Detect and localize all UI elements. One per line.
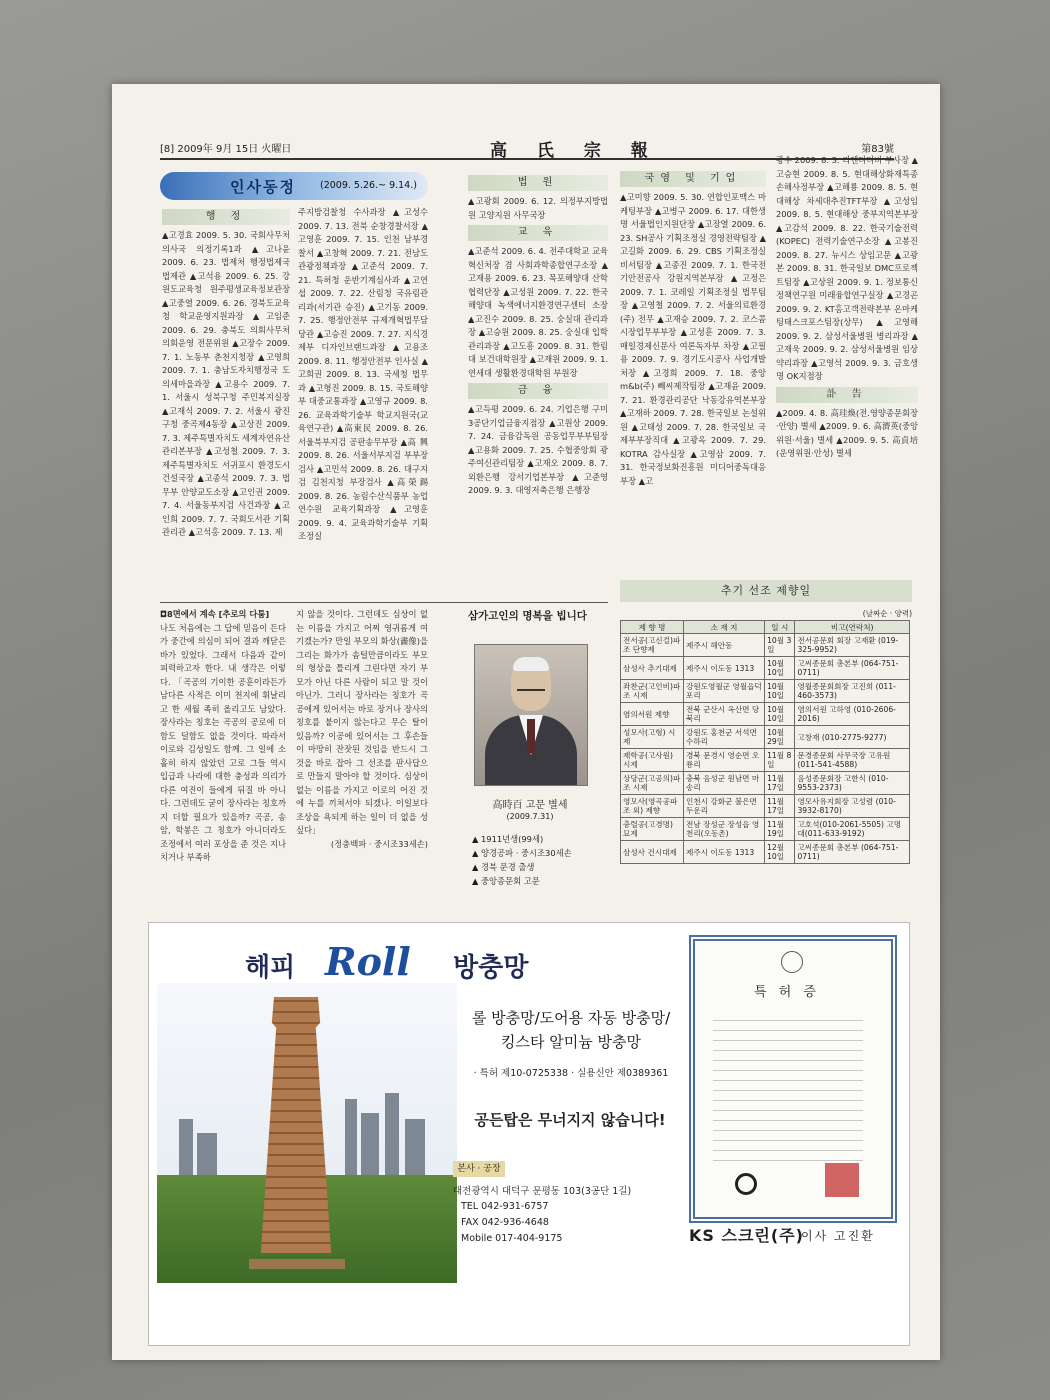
ad-address: 대전광역시 대덕구 문평동 103(3공단 1길) bbox=[453, 1186, 632, 1197]
ad-product-line-1: 롤 방충망/도어용 자동 방충망/ bbox=[471, 1009, 671, 1027]
rite-name: 삼성사 건시대제 bbox=[621, 841, 684, 864]
memorial-facts bbox=[472, 832, 612, 888]
ad-fax: FAX 042-936-4648 bbox=[461, 1217, 549, 1228]
table-row bbox=[621, 772, 910, 795]
rite-contact: 영모사유지회장 고성렴 (010-3932-8170) bbox=[795, 795, 910, 818]
ad-slogan: 공든탑은 무너지지 않습니다! bbox=[474, 1111, 666, 1129]
memorial-date: (2009.7.31) bbox=[506, 812, 554, 821]
rite-contact: 고호석(010-2061-5505) 고명대(011-633-9192) bbox=[795, 818, 910, 841]
section-court: 법 원 bbox=[468, 175, 608, 191]
ad-hq-label: 본사 · 공장 bbox=[453, 1161, 505, 1177]
essay-text-continued: 지 않을 것이다. 그런데도 심상이 없는 이름을 가지고 어찌 영귀롬게 여기겠는가? 만일 부모의 화상(畵像)을 그리는 화가가 솜털만큼이라도 부모의 형상을 틀리게 그린다면 자기 부모가 아닌 다른 사람이 되고 말 것이 아닌가. 그러니 장사라는 칭호가 곡공에게 있어서는 바로 장거나 장사의 칭호를 붙이지 않는다고 무슨 탈이 있음까? 이공에 있어서는 그 후손들이 마땅히 잔잣된 것임을 반드시 그것을 바로 잡아 그 선조를 판사답으로 만들지 말아야 할 것이다. 심상이 없는 이름을 가지고 이로의 어진 것에 누를 끼쳐서야 되겠나. 이일보다 조상을 욕되게 하는 일이 더 없을 성 싶다」 bbox=[296, 609, 428, 835]
ad-product-line-2: 킹스타 알미늄 방충망 bbox=[501, 1033, 641, 1051]
section-public-corp: 국영 및 기업 bbox=[620, 171, 766, 187]
table-row bbox=[621, 680, 910, 703]
rite-contact: 고씨종문회 총본부 (064-751-0711) bbox=[795, 657, 910, 680]
ad-patent-numbers: · 특허 제10-0725338 · 실용신안 제0389361 bbox=[473, 1068, 669, 1079]
rite-name: 영모사(영곡공파조 외) 제향 bbox=[621, 795, 684, 818]
table-row bbox=[621, 657, 910, 680]
certificate-title: 특 허 증 bbox=[754, 985, 820, 1000]
table-row bbox=[621, 749, 910, 772]
rite-contact: 전서공문회 회장 고재환 (019-325-9952) bbox=[795, 634, 910, 657]
rite-name: 충렬공(고경명) 묘제 bbox=[621, 818, 684, 841]
memorial-title: 삼가고인의 명복을 빕니다 bbox=[468, 610, 587, 622]
rite-name: 성모사(고형) 시제 bbox=[621, 726, 684, 749]
obituary-text: ▲2009. 4. 8. 高珪煥(전.영양종문회장·안양) 별세 ▲2009. 9. 6. 高濟英(중앙위원·서울) 별세 ▲2009. 9. 5. 高貞培(운영위원·안성) 별세 bbox=[776, 407, 918, 458]
rite-contact: 고씨종문회 총본부 (064-751-0711) bbox=[795, 841, 910, 864]
table-row bbox=[621, 703, 910, 726]
rite-date: 10월 10일 bbox=[765, 703, 795, 726]
ad-building bbox=[197, 1133, 217, 1177]
rites-title: 추기 선조 제향일 bbox=[620, 580, 912, 602]
section-obituary: 訃 告 bbox=[776, 387, 918, 403]
education-text: ▲고준석 2009. 6. 4. 전주대학교 교육혁신처장 겸 사회과학종합연구소장 ▲고재용 2009. 6. 23. 목포해양대 산학협력단장 ▲고성원 2009. 7. 22. 한국해양대 녹색에너지환경연구센터 소장 ▲고진수 2009. 8. 25. 숭실대 관리과장 ▲고승원 2009. 8. 25. 숭실대 입학관리과장 ▲고도흥 2009. 8. 31. 한림대 보건대학원장 ▲고재원 2009. 9. 1. 연세대 생활환경대학원 부원장 bbox=[468, 246, 608, 378]
rite-contact: 문경종문회 사무국장 고유원(011-541-4588) bbox=[795, 749, 910, 772]
memorial-fact: ▲ 1911년생(99세) bbox=[472, 834, 544, 844]
rite-location: 인천시 강화군 불은면 두운리 bbox=[684, 795, 765, 818]
memorial-fact: ▲ 경북 문경 출생 bbox=[472, 862, 535, 872]
rite-date: 11월 19일 bbox=[765, 818, 795, 841]
admin-text: ▲고경효 2009. 5. 30. 국회사무처 의사국 의정기록1과 ▲고나윤 2009. 6. 23. 법제처 행정법제국 법제관 ▲고석용 2009. 6. 25. 강원도교육청 원주평생교육정보관장 ▲고중열 2009. 6. 26. 경북도교육청 학교운영지원과장 ▲고임준 2009. 6. 29. 충북도 의회사무처 의회운영 전문위원 ▲고장수 2009. 7. 1. 노동부 춘천지청장 ▲고영희 2009. 7. 1. 충남도자치행정국 도의세마을과장 ▲고용수 2009. 7. 1. 서울시 성북구청 주민복지실장 ▲고재식 2009. 7. 2. 서울시 광진구청 중곡제4동장 ▲고상진 2009. 7. 3. 제주특별자치도 세계자연유산관리본부장 ▲고성철 2009. 7. 3. 제주특별자치도 서귀포시 환경도시건설국장 ▲고종석 2009. 7. 3. 법무부 안양교도소장 ▲고인권 2009. 7. 4. 서울동부지검 사건과장 ▲고인희 2009. 7. 7. 국회도서관 기획관리관 ▲고석홍 2009. 7. 13. 제 bbox=[162, 230, 290, 537]
ad-building bbox=[345, 1099, 357, 1177]
rite-contact: 음성종문회장 고한식 (010-9553-2373) bbox=[795, 772, 910, 795]
rite-location: 제주시 해안동 bbox=[684, 634, 765, 657]
admin-column-1 bbox=[162, 206, 290, 594]
ad-building bbox=[179, 1119, 193, 1177]
memorial-name: 高時百 고문 별세 bbox=[492, 800, 568, 811]
rites-table bbox=[620, 620, 910, 864]
finance-text: ▲고득평 2009. 6. 24. 기업은행 구미3공단기업금융지점장 ▲고원상 2009. 7. 24. 금융감독원 공동업무부부팀장 ▲고용화 2009. 7. 25. 수협중앙회 광주여신관리팀장 ▲고재오 2009. 8. 7. 외환은행 강서기업본부장 ▲고준영 2009. 9. 3. 대영저축은행 은행장 bbox=[468, 404, 608, 495]
rite-contact: 염의서원 고하영 (010-2606-2016) bbox=[795, 703, 910, 726]
essay-text: 나도 처음에는 그 답에 믿음이 든다가 중간에 의심이 되어 결과 깨닫은 바가 있었다. 그래서 다음과 같이 피력하고자 한다. 내 생각은 이렇다. 「곡공의 기이한 공훈이라든가 남다른 사적은 이미 천지에 휘날리고 한 세월 족히 올리고도 남았다. 장사라는 칭호는 곡공의 공로에 더함도 덜함도 없을 것이다. 따라서 이로와 김성일도 함께. 그 일에 소홀히 하지 않았던 고로 그들 역시 입급과 나라에 대한 충성과 의리가 다른 여진이 들에게 뒤질 바 아니다. 그런데도 굳이 장사라는 칭호까지 더할 필요가 있을까? 곡공, 송암, 학봉은 그 칭호가 아니더라도 조정에서 여러 포상을 준 것은 지나치거나 부족하 bbox=[160, 622, 286, 862]
rites-header-contact: 비고(연락처) bbox=[795, 621, 910, 634]
table-row bbox=[621, 795, 910, 818]
rite-location: 강원도영월군 영월읍덕포리 bbox=[684, 680, 765, 703]
rite-location: 경북 문경시 영순면 오룡리 bbox=[684, 749, 765, 772]
rite-name: 염의서원 제향 bbox=[621, 703, 684, 726]
memorial-fact: ▲ 중앙종문회 고문 bbox=[472, 876, 540, 886]
rite-contact: 고창재 (010-2775-9277) bbox=[795, 726, 910, 749]
rites-note: (날짜순 · 양력) bbox=[862, 609, 912, 618]
ad-company-name: KS 스크린(주) bbox=[689, 1226, 804, 1245]
court-education-finance-column bbox=[468, 172, 608, 592]
section-admin: 행 정 bbox=[162, 209, 290, 225]
section-divider bbox=[160, 602, 608, 603]
table-row bbox=[621, 634, 910, 657]
ad-mobile: Mobile 017-404-9175 bbox=[461, 1233, 563, 1244]
rite-location: 전남 장성군 장성읍 영천리(오동촌) bbox=[684, 818, 765, 841]
rites-header-date: 일 시 bbox=[765, 621, 795, 634]
ad-building bbox=[361, 1113, 379, 1177]
table-row bbox=[621, 841, 910, 864]
rite-location: 강원도 홍천군 서석면 수하리 bbox=[684, 726, 765, 749]
section-finance: 금 융 bbox=[468, 383, 608, 399]
certificate-text-lines bbox=[713, 1011, 863, 1161]
public-corp-column-2 bbox=[776, 154, 918, 574]
rites-header-location: 소 재 지 bbox=[684, 621, 765, 634]
rite-location: 전북 군산시 옥산면 당북리 bbox=[684, 703, 765, 726]
patent-office-logo-icon bbox=[735, 1173, 757, 1195]
rite-date: 11월 17일 bbox=[765, 795, 795, 818]
rite-date: 12월 10일 bbox=[765, 841, 795, 864]
admin-column-2 bbox=[298, 206, 428, 594]
newspaper-page bbox=[112, 84, 940, 1360]
essay-column-1 bbox=[160, 608, 286, 898]
rite-date: 10월 29일 bbox=[765, 726, 795, 749]
rites-header-name: 제 향 명 bbox=[621, 621, 684, 634]
patent-certificate bbox=[689, 935, 897, 1223]
court-text: ▲고광회 2009. 6. 12. 의정부지방법원 고양지원 사무국장 bbox=[468, 196, 608, 220]
essay-lead: ◘8면에서 계속 [추로의 다툼] bbox=[160, 609, 270, 619]
public-corp-text: ▲고미향 2009. 5. 30. 연합인포맥스 마케팅부장 ▲고병구 2009. 6. 17. 대한생명 서울법인지원단장 ▲고장열 2009. 6. 23. SH공사 기획조정실 경영전략팀장 ▲고길화 2009. 6. 29. CBS 기획조정실 비서팀장 ▲고종진 2009. 7. 1. 한국전기안전공사 강원지역본부장 ▲고정은 2009. 7. 1. 코레일 기획조정실 법무팀장 ▲고영철 2009. 7. 2. 서울의료환경(주) 전무 ▲고재승 2009. 7. 2. 코스콤 시장업무부부장 ▲고성훈 2009. 7. 3. 매일경제신문사 여론독자부 차장 ▲고필용 2009. 7. 9. 경기도시공사 사업개발처장 ▲고경희 2009. 7. 18. 중앙m&b(주) 빼씨제작팀장 ▲고재윤 2009. 7. 21. 환경관리공단 낙동강유역본부장 ▲고재하 2009. 7. 28. 한국일보 논설위원 ▲고태성 2009. 7. 28. 한국일보 국제부부장직대 ▲고광옥 2009. 7. 29. KOTRA 감사실장 ▲고영삼 2009. 7. 31. 한국정보화진흥원 미디어중독대응부장 ▲고 bbox=[620, 192, 766, 486]
ad-building bbox=[405, 1119, 425, 1177]
memorial-fact: ▲ 양경공파 · 중시조30세손 bbox=[472, 848, 572, 858]
rite-contact: 영월종문회회장 고진희 (011-460-3573) bbox=[795, 680, 910, 703]
essay-column-2 bbox=[296, 608, 428, 898]
portrait-photo bbox=[474, 644, 588, 786]
ad-ceo-name: 이사 고진환 bbox=[801, 1229, 875, 1243]
tower-base bbox=[249, 1259, 345, 1269]
public-corp-column bbox=[620, 168, 766, 578]
official-red-stamp bbox=[825, 1163, 859, 1197]
table-row bbox=[621, 818, 910, 841]
ad-building bbox=[385, 1093, 399, 1177]
rite-date: 10월 10일 bbox=[765, 657, 795, 680]
rite-date: 10월 10일 bbox=[765, 680, 795, 703]
issue-number: 第83號 bbox=[861, 144, 894, 155]
personnel-banner bbox=[160, 172, 428, 200]
issue-date: [8] 2009年 9月 15日 火曜日 bbox=[160, 144, 292, 155]
personnel-period: (2009. 5.26.~ 9.14.) bbox=[320, 180, 417, 191]
table-row bbox=[621, 726, 910, 749]
personnel-title: 인사동정 bbox=[230, 178, 296, 196]
public-corp-text-continued: 광수 2009. 8. 3. 리엔디디비 부사장 ▲고승현 2009. 8. 5. 현대해상화재특종손해사정부장 ▲고해룡 2009. 8. 5. 현대해상 차세대추진TFT부장 ▲고성임 2009. 8. 5. 현대해상 중부지역본부장 ▲고감석 2009. 8. 22. 한국기술전력(KOPEC) 전력기술연구소장 ▲고봉진 2009. 8. 27. 뉴시스 상임고문 ▲고광본 2009. 8. 31. 한국일보 DMC프로젝트팀장 ▲고상원 2009. 9. 1. 정보통신정책연구원 미래융합연구실장 ▲고경곤 2009. 9. 2. KT홈고객전략본부 온마케팅태스크포스팀장(상무) ▲고영해 2009. 9. 2. 삼성서울병원 병리과장 ▲고재욱 2009. 9. 2. 삼성서울병원 임상약리과장 ▲고영석 2009. 9. 3. 금호생명 OK지점장 bbox=[776, 155, 918, 381]
ad-brand-prefix: 해피 bbox=[245, 953, 296, 983]
rite-location: 제주시 이도동 1313 bbox=[684, 657, 765, 680]
rite-name: 삼성사 추기대제 bbox=[621, 657, 684, 680]
section-education: 교 육 bbox=[468, 225, 608, 241]
rite-date: 10월 3일 bbox=[765, 634, 795, 657]
ad-brand-logo: Roll bbox=[325, 939, 411, 984]
ad-brand-suffix: 방충망 bbox=[453, 953, 529, 983]
rite-location: 제주시 이도동 1313 bbox=[684, 841, 765, 864]
rite-name: 상당군(고공의)파조 시제 bbox=[621, 772, 684, 795]
ad-phone: TEL 042-931-6757 bbox=[461, 1201, 549, 1212]
essay-source: (정충백파 · 중시조33세손) bbox=[330, 838, 428, 849]
rites-table-wrapper bbox=[620, 620, 910, 864]
advertisement bbox=[148, 922, 910, 1346]
rite-location: 충북 음성군 원남면 마송리 bbox=[684, 772, 765, 795]
newspaper-title: 高 氏 宗 報 bbox=[490, 141, 660, 161]
rite-date: 11월 17일 bbox=[765, 772, 795, 795]
rite-name: 좌찬군(고인비)파조 시제 bbox=[621, 680, 684, 703]
certificate-seal-icon bbox=[781, 951, 803, 973]
rite-name: 전서공(고신걸)파조 단향제 bbox=[621, 634, 684, 657]
rite-name: 제학공(고사원) 시제 bbox=[621, 749, 684, 772]
admin-text-continued: 주지방검찰청 수사과장 ▲고성수 2009. 7. 13. 전북 순창경찰서장 ▲고영훈 2009. 7. 15. 인천 남부경찰서 ▲고창혁 2009. 7. 21. 전남도 관광정책과장 ▲고준석 2009. 7. 21. 특허청 운반기계심사과 ▲고연섭 2009. 7. 22. 산림청 국유림관리과(서기관 승진) ▲고기동 2009. 7. 25. 행정안전부 규제개혁법무담당관 ▲고승진 2009. 7. 27. 지식경제부 디자인브랜드과장 ▲고용조 2009. 8. 11. 행정안전부 인사실 ▲고희권 2009. 8. 13. 국세청 법무과 ▲고형진 2009. 8. 15. 국토해양부 대중교통과장 ▲고영규 2009. 8. 26. 교육과학기술부 학교지원국(교육연구관) ▲高東民 2009. 8. 26. 서울북부지검 공판송무부장 ▲高 興 2009. 8. 26. 서울서부지검 부부장검사 ▲고민석 2009. 8. 26. 대구지검 김천지청 부장검사 ▲高榮錫 2009. 8. 26. 농림수산식품부 농업연수원 교육기획과장 ▲고영훈 2009. 9. 4. 교육과학기술부 기획조정실 bbox=[298, 207, 428, 541]
rite-date: 11월 8일 bbox=[765, 749, 795, 772]
